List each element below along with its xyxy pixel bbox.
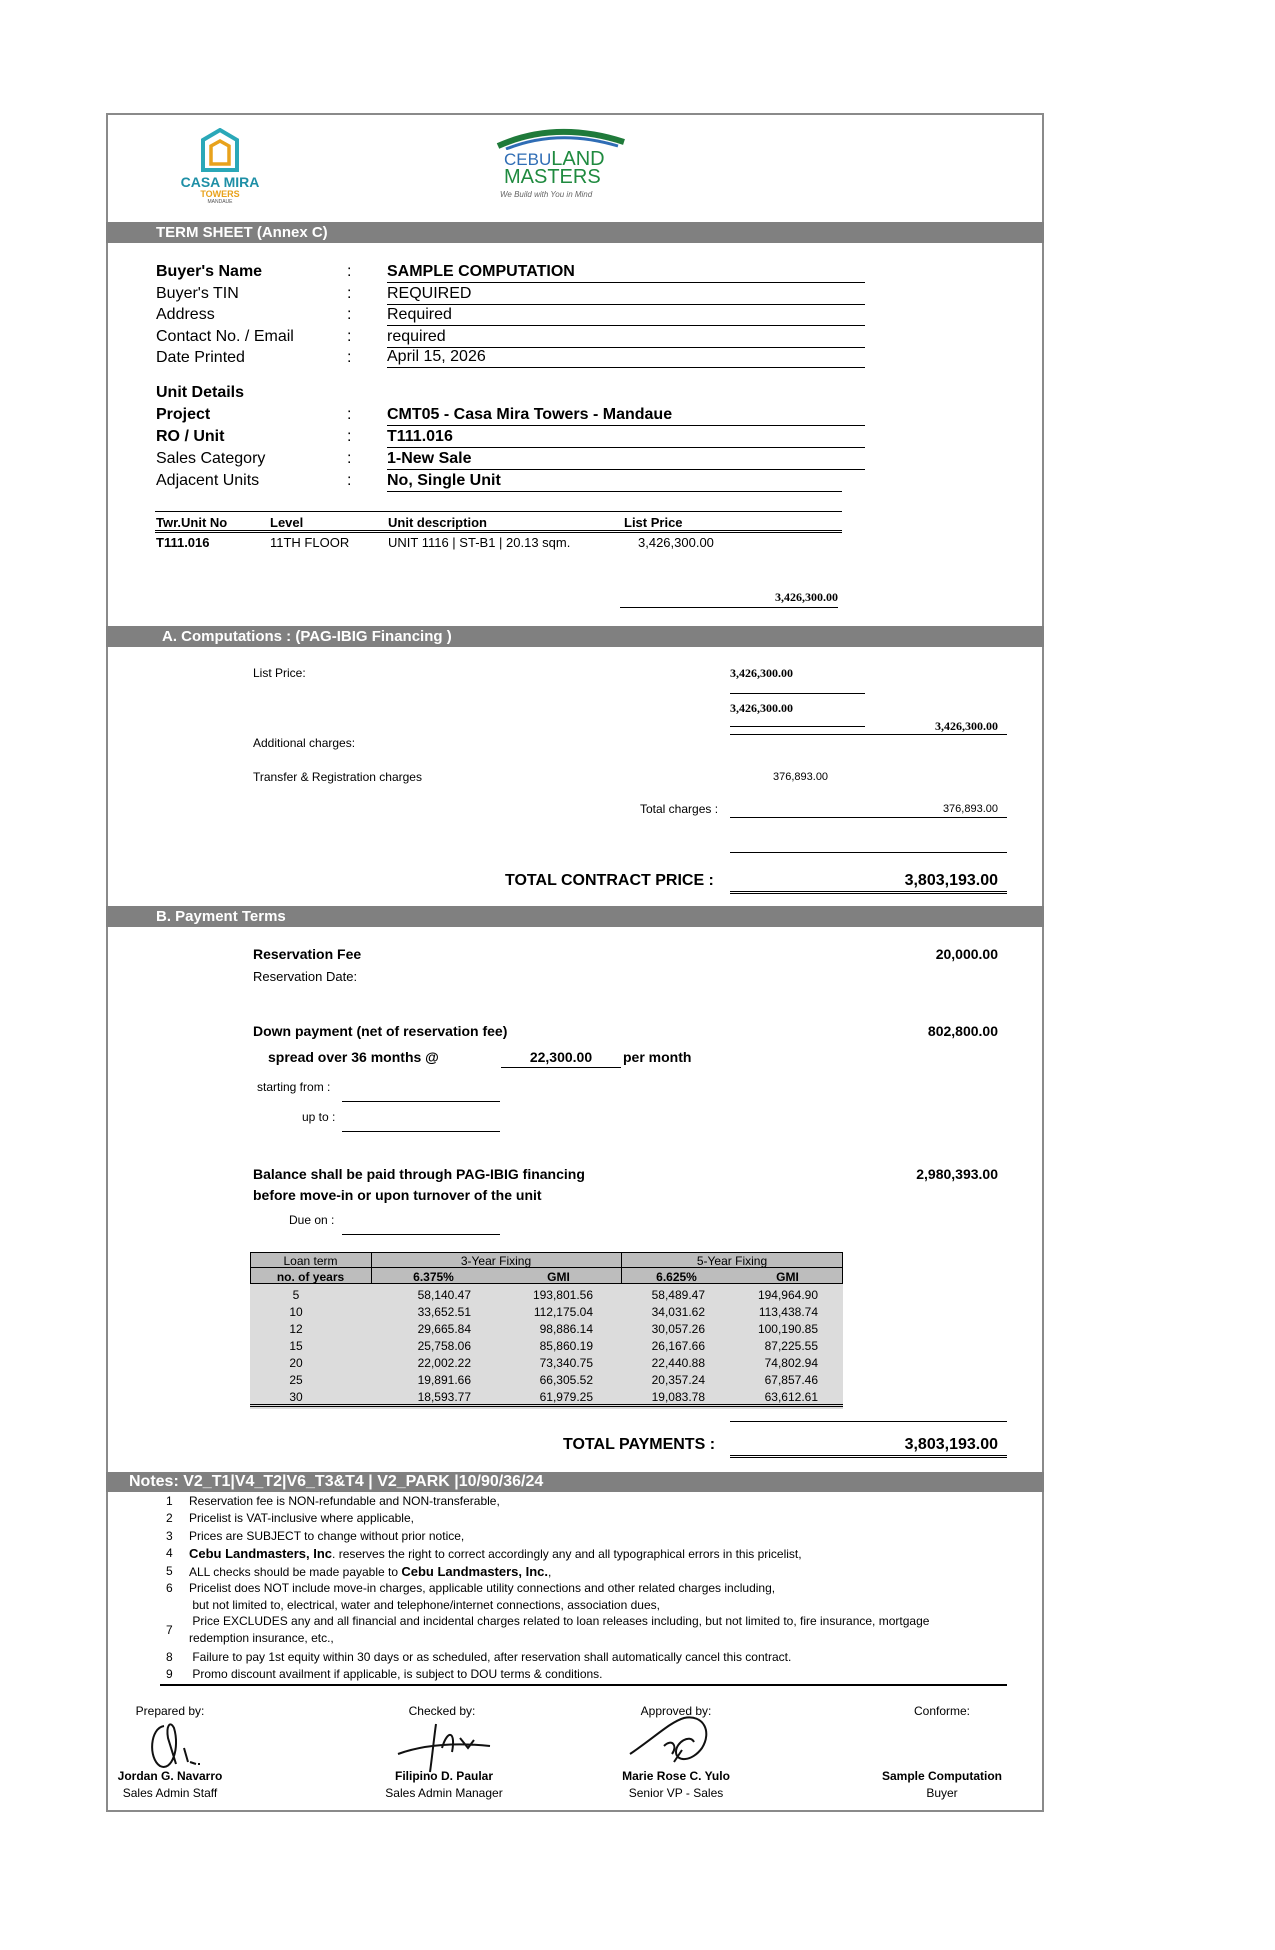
cebu-landmasters-logo	[496, 126, 626, 206]
note-number: 6	[166, 1581, 173, 1595]
loan-5yr-gmi: 87,225.55	[764, 1339, 818, 1353]
per-month-label: per month	[623, 1049, 692, 1065]
unit-table-header-price: List Price	[624, 515, 683, 530]
list-price-label: List Price:	[253, 666, 306, 680]
preparer-title: Sales Admin Staff	[122, 1786, 218, 1800]
approver-title: Senior VP - Sales	[628, 1786, 724, 1800]
buyer-name-label: Buyer's Name	[156, 263, 263, 280]
ro-unit-label: RO / Unit	[156, 428, 225, 445]
preparer-name: Jordan G. Navarro	[117, 1769, 223, 1783]
note-number: 7	[166, 1623, 173, 1637]
loan-5yr-amount: 30,057.26	[651, 1322, 705, 1336]
note-bold-company: Cebu Landmasters, Inc.	[401, 1564, 549, 1579]
landmasters-swoosh-icon	[496, 126, 626, 150]
ro-unit-value: T111.016	[387, 427, 865, 448]
sales-category-value: 1-New Sale	[387, 449, 865, 470]
list-price-total: 3,426,300.00	[935, 719, 998, 733]
no-of-years-header: no. of years	[276, 1270, 345, 1284]
unit-table-header-rule	[155, 530, 842, 533]
note-text	[189, 1564, 551, 1579]
note-text: Pricelist is VAT-inclusive where applicable,	[189, 1511, 414, 1525]
unit-row-price: 3,426,300.00	[638, 535, 714, 550]
landmasters-land: LAND	[551, 148, 605, 170]
loan-years: 30	[289, 1390, 303, 1404]
list-price-total-rule	[730, 734, 1007, 735]
blank-rule	[730, 852, 1007, 853]
loan-5yr-gmi: 63,612.61	[764, 1390, 818, 1404]
tcp-value: 3,803,193.00	[904, 872, 998, 889]
contact-label: Contact No. / Email	[156, 328, 294, 345]
down-payment-label: Down payment (net of reservation fee)	[253, 1023, 508, 1039]
colon: :	[347, 450, 352, 467]
unit-details-heading: Unit Details	[156, 384, 245, 401]
colon: :	[347, 285, 352, 302]
casa-mira-towers: TOWERS	[200, 189, 240, 199]
total-charges-label: Total charges :	[640, 802, 719, 816]
note-number: 5	[166, 1564, 173, 1578]
note-text-pre: ALL checks should be made payable to	[189, 1565, 402, 1579]
adjacent-units-value: No, Single Unit	[387, 471, 842, 492]
spread-label: spread over 36 months @	[268, 1049, 439, 1065]
up-to-field	[342, 1131, 500, 1132]
loan-3yr-gmi: 193,801.56	[532, 1288, 593, 1302]
casa-mira-name: CASA MIRA	[180, 174, 260, 190]
payment-terms-band	[106, 906, 1044, 927]
loan-3yr-gmi: 66,305.52	[539, 1373, 593, 1387]
unit-table-top-rule	[155, 511, 842, 512]
total-payments-double-rule	[730, 1455, 1007, 1458]
reservation-fee-value: 20,000.00	[935, 946, 998, 962]
list-price-value: 3,426,300.00	[730, 666, 865, 694]
note-bold-company: Cebu Landmasters, Inc	[189, 1546, 333, 1561]
signature-navarro	[140, 1718, 220, 1774]
loan-3yr-amount: 33,652.51	[417, 1305, 471, 1319]
colon: :	[347, 328, 352, 345]
total-payments-label: TOTAL PAYMENTS :	[563, 1436, 716, 1453]
unit-table-header-level: Level	[270, 515, 304, 530]
additional-charges-label: Additional charges:	[253, 736, 356, 750]
loan-5yr-amount: 22,440.88	[651, 1356, 705, 1370]
note-text-continued: but not limited to, electrical, water and telephone/internet connections, association dues,	[189, 1598, 660, 1612]
address-label: Address	[156, 306, 215, 323]
loan-3yr-amount: 58,140.47	[417, 1288, 471, 1302]
total-payments-value: 3,803,193.00	[904, 1436, 998, 1453]
balance-line-1: Balance shall be paid through PAG-IBIG financing	[253, 1166, 585, 1182]
gmi-3yr-header: GMI	[547, 1270, 570, 1284]
project-label: Project	[156, 406, 211, 423]
note-number: 4	[166, 1546, 173, 1560]
loan-table-bottom-rule	[250, 1404, 843, 1407]
loan-years: 15	[289, 1339, 303, 1353]
note-number: 2	[166, 1511, 173, 1525]
due-on-field	[342, 1234, 500, 1235]
computations-title: A. Computations : (PAG-IBIG Financing )	[162, 628, 452, 645]
adjacent-units-label: Adjacent Units	[156, 472, 260, 489]
loan-3yr-gmi: 98,886.14	[539, 1322, 593, 1336]
computations-band	[106, 626, 1044, 647]
monthly-amortization: 22,300.00	[501, 1049, 621, 1068]
note-text-rest: . reserves the right to correct accordingly any and all typographical errors in this pricelist,	[332, 1547, 802, 1561]
unit-table-header-description: Unit description	[388, 515, 487, 530]
conforme-label: Conforme:	[913, 1704, 971, 1718]
sales-category-label: Sales Category	[156, 450, 266, 467]
starting-from-label: starting from :	[257, 1080, 331, 1094]
notes-band	[106, 1472, 1044, 1492]
note-number: 1	[166, 1494, 173, 1508]
approved-by-label: Approved by:	[640, 1704, 712, 1718]
note-text: Price EXCLUDES any and all financial and incidental charges related to loan releases including, but not limited to, fire insurance, mortgage	[189, 1614, 930, 1628]
note-number: 3	[166, 1529, 173, 1543]
loan-years: 25	[289, 1373, 303, 1387]
unit-row-description: UNIT 1116 | ST-B1 | 20.13 sqm.	[388, 535, 571, 550]
five-year-fixing-header: 5-Year Fixing	[696, 1254, 768, 1268]
loan-5yr-amount: 26,167.66	[651, 1339, 705, 1353]
colon: :	[347, 349, 352, 366]
signature-yulo	[624, 1712, 734, 1772]
signature-paular	[390, 1718, 500, 1774]
loan-years: 20	[289, 1356, 303, 1370]
down-payment-value: 802,800.00	[927, 1023, 998, 1039]
date-printed-value: April 15, 2026	[387, 347, 865, 368]
loan-5yr-gmi: 100,190.85	[757, 1322, 818, 1336]
unit-row-level: 11TH FLOOR	[270, 535, 350, 550]
note-text: Prices are SUBJECT to change without prior notice,	[189, 1529, 465, 1543]
loan-5yr-gmi: 67,857.46	[764, 1373, 818, 1387]
note-text: Failure to pay 1st equity within 30 days or as scheduled, after reservation shall automatically cancel this contract.	[189, 1650, 792, 1664]
buyer-tin-label: Buyer's TIN	[156, 285, 239, 302]
unit-row-unit: T111.016	[156, 535, 210, 550]
landmasters-cebu: CEBU	[504, 150, 552, 169]
note-text	[189, 1546, 802, 1561]
landmasters-tagline: We Build with You in Mind	[500, 190, 593, 199]
total-payments-top-rule	[730, 1421, 1007, 1422]
colon: :	[347, 306, 352, 323]
note-text: Reservation fee is NON-refundable and NON-transferable,	[189, 1494, 500, 1508]
casa-mira-house-icon	[165, 128, 275, 174]
gmi-5yr-header: GMI	[776, 1270, 799, 1284]
loan-years: 12	[289, 1322, 303, 1336]
loan-term-header: Loan term	[283, 1254, 338, 1268]
loan-5yr-amount: 20,357.24	[651, 1373, 705, 1387]
rate-5yr-header: 6.625%	[656, 1270, 697, 1284]
loan-3yr-amount: 25,758.06	[417, 1339, 471, 1353]
loan-5yr-gmi: 74,802.94	[764, 1356, 818, 1370]
loan-3yr-gmi: 112,175.04	[533, 1305, 593, 1319]
balance-value: 2,980,393.00	[916, 1166, 998, 1182]
loan-3yr-gmi: 73,340.75	[539, 1356, 593, 1370]
loan-3yr-amount: 22,002.22	[417, 1356, 471, 1370]
balance-line-2: before move-in or upon turnover of the unit	[253, 1187, 542, 1203]
total-charges-rule	[730, 817, 1007, 818]
notes-bottom-rule	[160, 1684, 1007, 1686]
buyer-name-value: SAMPLE COMPUTATION	[387, 262, 865, 283]
loan-3yr-amount: 19,891.66	[417, 1373, 471, 1387]
prepared-by-label: Prepared by:	[135, 1704, 205, 1718]
note-text-continued: redemption insurance, etc.,	[189, 1631, 334, 1645]
address-value: Required	[387, 305, 865, 326]
list-price-subtotal: 3,426,300.00	[730, 701, 865, 727]
buyer-name-signature: Sample Computation	[881, 1769, 1002, 1783]
up-to-label: up to :	[302, 1110, 336, 1124]
loan-5yr-amount: 58,489.47	[651, 1288, 705, 1302]
starting-from-field	[342, 1101, 500, 1102]
landmasters-wordmark-2: MASTERS	[504, 166, 601, 188]
term-sheet-band	[106, 222, 1044, 243]
payment-terms-title: B. Payment Terms	[156, 908, 286, 925]
loan-3yr-amount: 29,665.84	[417, 1322, 471, 1336]
contact-value: required	[387, 327, 865, 348]
three-year-fixing-header: 3-Year Fixing	[460, 1254, 532, 1268]
colon: :	[347, 406, 352, 423]
note-text: Promo discount availment if applicable, is subject to DOU terms & conditions.	[189, 1667, 603, 1681]
casa-mira-logo	[165, 128, 275, 208]
rate-3yr-header: 6.375%	[413, 1270, 454, 1284]
loan-3yr-gmi: 61,979.25	[539, 1390, 593, 1404]
reservation-fee-label: Reservation Fee	[253, 946, 362, 962]
note-number: 9	[166, 1667, 173, 1681]
colon: :	[347, 263, 352, 280]
transfer-registration-value: 376,893.00	[773, 771, 829, 783]
loan-years: 10	[289, 1305, 303, 1319]
buyer-tin-value: REQUIRED	[387, 284, 865, 305]
project-value: CMT05 - Casa Mira Towers - Mandaue	[387, 405, 865, 426]
notes-title: Notes: V2_T1|V4_T2|V6_T3&T4 | V2_PARK |10/90/36/24	[129, 1473, 544, 1490]
loan-years: 5	[292, 1288, 300, 1302]
colon: :	[347, 428, 352, 445]
date-printed-label: Date Printed	[156, 349, 245, 366]
loan-5yr-amount: 19,083.78	[651, 1390, 705, 1404]
casa-mira-mandaue: MANDAUE	[207, 199, 233, 205]
note-number: 8	[166, 1650, 173, 1664]
total-charges-value: 376,893.00	[942, 803, 998, 815]
due-on-label: Due on :	[289, 1213, 335, 1227]
checker-name: Filipino D. Paular	[394, 1769, 493, 1783]
note-text-rest: ,	[548, 1565, 552, 1579]
term-sheet-title: TERM SHEET (Annex C)	[156, 224, 328, 241]
approver-name: Marie Rose C. Yulo	[622, 1769, 730, 1783]
buyer-title: Buyer	[926, 1786, 958, 1800]
tcp-label: TOTAL CONTRACT PRICE :	[505, 872, 714, 889]
colon: :	[347, 472, 352, 489]
loan-3yr-amount: 18,593.77	[417, 1390, 471, 1404]
reservation-date-label: Reservation Date:	[253, 969, 358, 984]
note-text: Pricelist does NOT include move-in charges, applicable utility connections and other related charges including,	[189, 1581, 776, 1595]
loan-5yr-gmi: 194,964.90	[757, 1288, 818, 1302]
unit-table-header-unit: Twr.Unit No	[156, 515, 228, 530]
loan-5yr-amount: 34,031.62	[651, 1305, 705, 1319]
tcp-double-rule	[730, 891, 1007, 894]
transfer-registration-label: Transfer & Registration charges	[253, 770, 422, 784]
loan-3yr-gmi: 85,860.19	[539, 1339, 593, 1353]
checker-title: Sales Admin Manager	[385, 1786, 503, 1800]
unit-table-total: 3,426,300.00	[620, 590, 838, 608]
checked-by-label: Checked by:	[408, 1704, 476, 1718]
loan-5yr-gmi: 113,438.74	[758, 1305, 818, 1319]
